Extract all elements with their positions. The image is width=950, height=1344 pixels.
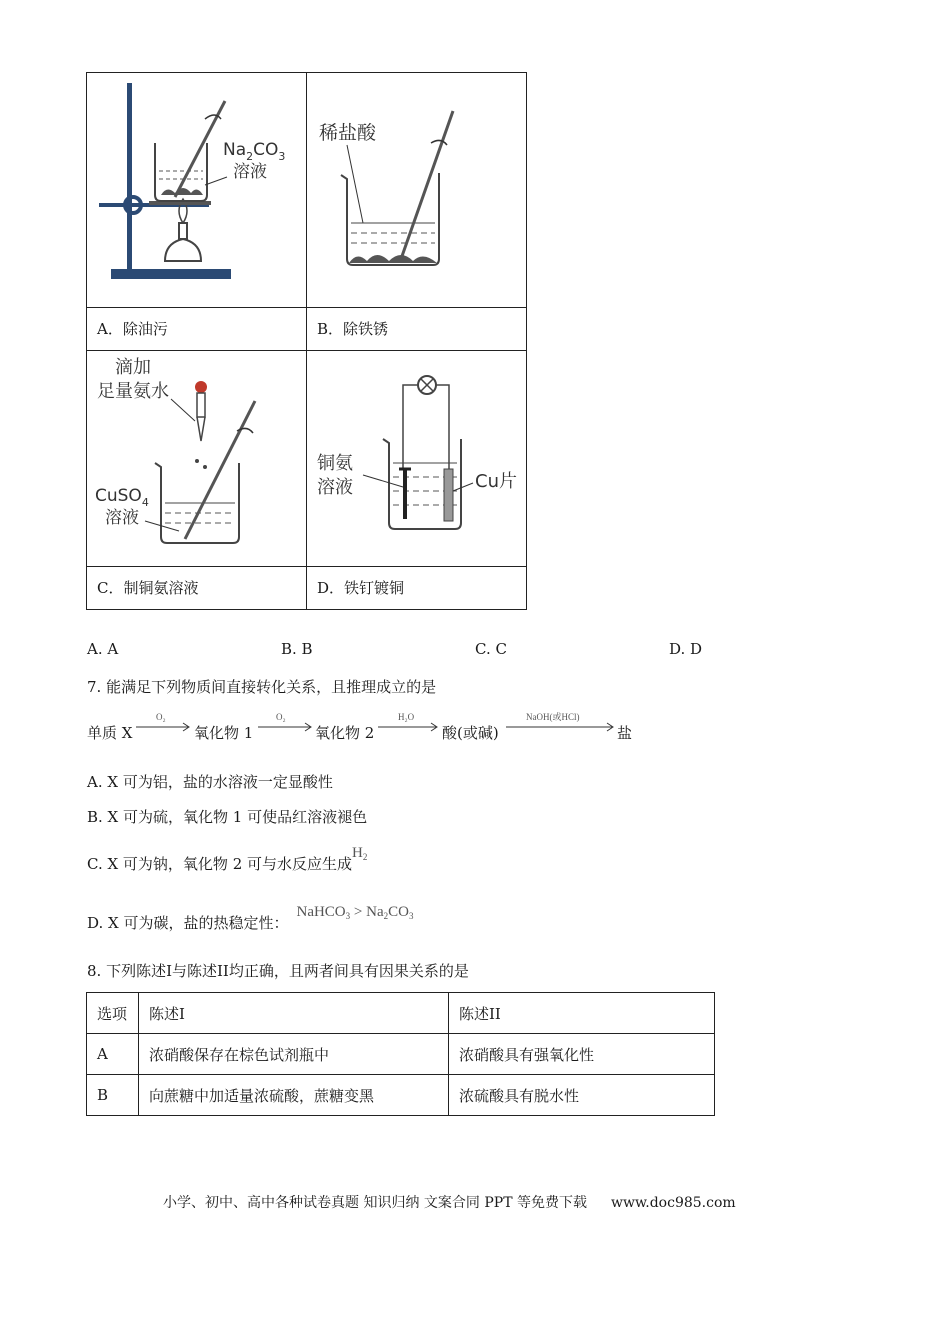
row-statement-1: 浓硝酸保存在棕色试剂瓶中 <box>139 1034 449 1075</box>
caption-a: A．除油污 <box>97 320 168 338</box>
figure-cell-d <box>307 351 527 567</box>
chain-step2: 氧化物 2 <box>315 724 375 742</box>
dilute-hcl-label: 稀盐酸 <box>319 122 377 144</box>
caption-b: B．除铁锈 <box>317 320 389 338</box>
solution-label-d: 溶液 <box>317 477 353 498</box>
caption-cell-b <box>307 308 527 351</box>
row-option: B <box>87 1075 139 1116</box>
add-label: 滴加 <box>115 357 151 378</box>
caption-c: C．制铜氨溶液 <box>97 579 199 597</box>
row-option: A <box>87 1034 139 1075</box>
apparatus-d-illustration <box>307 351 531 562</box>
choice-d[interactable]: D. D <box>669 640 703 658</box>
row-statement-2: 浓硫酸具有脱水性 <box>449 1075 715 1116</box>
row-statement-2: 浓硝酸具有强氧化性 <box>449 1034 715 1075</box>
header-statement-1: 陈述I <box>139 993 449 1034</box>
choice-a[interactable]: A. A <box>87 640 119 658</box>
choice-b[interactable]: B. B <box>281 640 313 658</box>
footer-text: 小学、初中、高中各种试卷真题 知识归纳 文案合同 PPT 等免费下载 <box>163 1195 587 1211</box>
arrow2-label: O₂ <box>276 712 286 722</box>
chain-start: 单质 X <box>87 724 133 742</box>
apparatus-a-illustration <box>87 73 303 303</box>
h2-formula: $H_2$ <box>352 845 368 862</box>
q7-option-b[interactable]: B. X 可为硫，氧化物 1 可使品红溶液褪色 <box>87 808 368 826</box>
stability-formula: NaHCO$_3$ > $Na_2CO_3$ <box>296 904 414 921</box>
copper-ammonia-label: 铜氨 <box>317 453 353 474</box>
choice-c[interactable]: C. C <box>475 640 507 658</box>
ammonia-label: 足量氨水 <box>97 381 169 402</box>
chain-end: 盐 <box>617 724 633 742</box>
page-footer <box>163 1192 736 1212</box>
solution-label-c: 溶液 <box>105 508 139 528</box>
q7-option-c-text: C. X 可为钠，氧化物 2 可与水反应生成 <box>87 855 353 873</box>
header-option: 选项 <box>87 993 139 1034</box>
q7-option-c[interactable] <box>87 845 368 874</box>
q8-stem: 8. 下列陈述I与陈述II均正确，且两者间具有因果关系的是 <box>87 962 469 980</box>
q7-option-a[interactable]: A. X 可为铝，盐的水溶液一定显酸性 <box>87 773 333 791</box>
header-statement-2: 陈述II <box>449 993 715 1034</box>
q7-stem: 7. 能满足下列物质间直接转化关系，且推理成立的是 <box>87 678 437 696</box>
cuso4-label: CuSO$_4$ <box>95 486 149 509</box>
cu-sheet-label: Cu片 <box>475 471 517 492</box>
arrow1-label: O₂ <box>156 712 166 722</box>
q7-option-d[interactable] <box>87 904 414 933</box>
caption-cell-d <box>307 567 527 610</box>
apparatus-c-illustration <box>87 351 303 562</box>
caption-cell-c <box>87 567 307 610</box>
table-row <box>87 1034 715 1075</box>
footer-url[interactable]: www.doc985.com <box>610 1195 736 1211</box>
row-statement-1: 向蔗糖中加适量浓硫酸，蔗糖变黑 <box>139 1075 449 1116</box>
arrow3-label: H₂O <box>398 712 415 722</box>
arrow4-label: NaOH(或HCl) <box>526 712 580 722</box>
caption-d: D．铁钉镀铜 <box>317 579 405 597</box>
chain-step3: 酸(或碱) <box>442 724 499 742</box>
figure-cell-a <box>87 73 307 308</box>
arrow1 <box>136 722 192 732</box>
arrow2 <box>258 722 314 732</box>
table-header-row <box>87 993 715 1034</box>
solution-label-a: 溶液 <box>233 162 267 182</box>
chain-step1: 氧化物 1 <box>194 724 254 742</box>
arrow3 <box>378 722 440 732</box>
arrow4 <box>506 722 616 732</box>
figure-table <box>86 72 527 610</box>
q7-option-d-text: D. X 可为碳，盐的热稳定性： <box>87 914 289 932</box>
caption-cell-a <box>87 308 307 351</box>
table-row <box>87 1075 715 1116</box>
na2co3-label: $Na_2CO_3$ <box>223 140 286 163</box>
q8-table <box>86 992 715 1116</box>
figure-cell-c <box>87 351 307 567</box>
figure-cell-b <box>307 73 527 308</box>
apparatus-b-illustration <box>307 73 531 303</box>
